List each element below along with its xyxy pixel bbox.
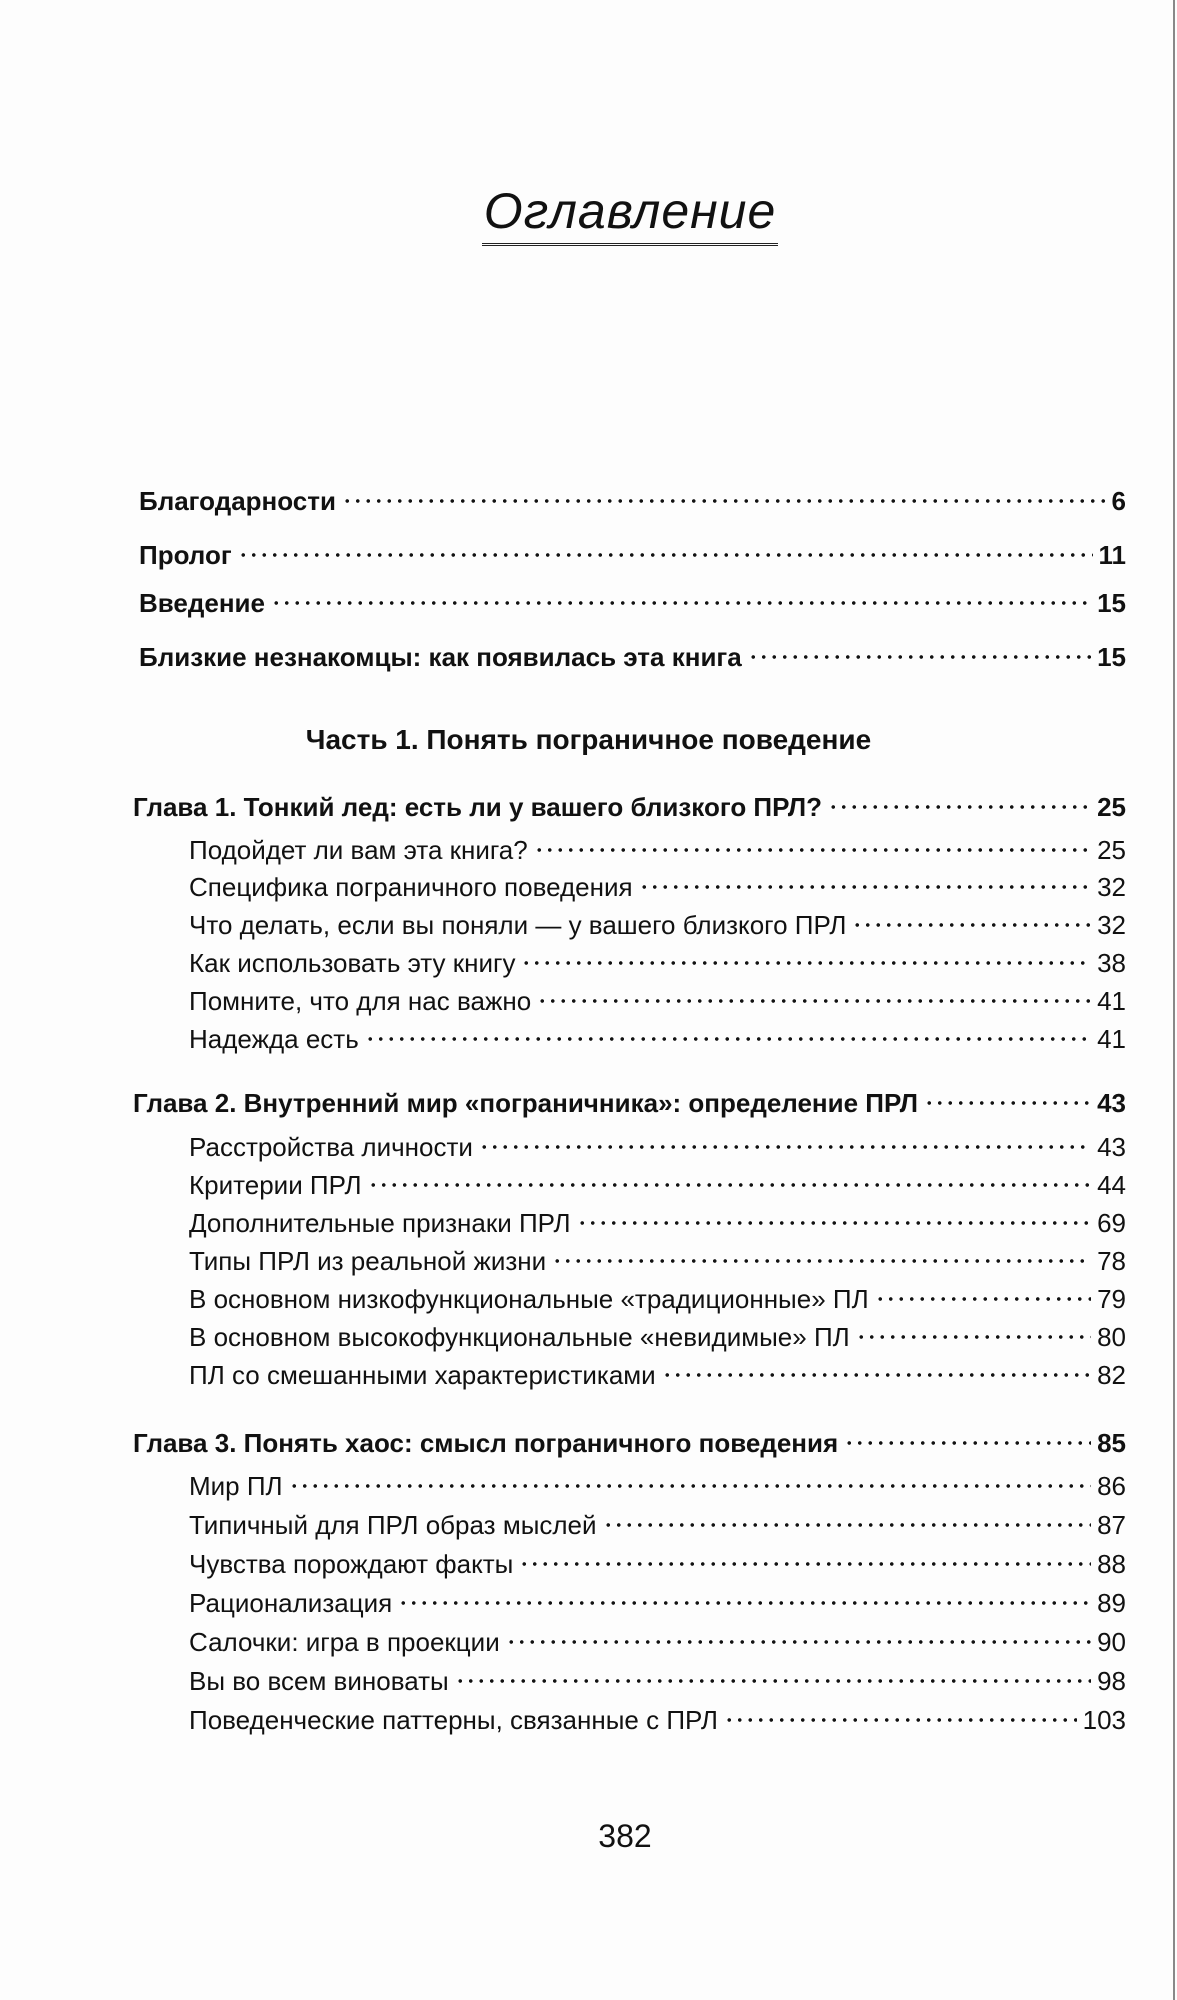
dot-leader (828, 804, 1091, 810)
dot-leader (365, 1036, 1091, 1042)
toc-section-label: Как использовать эту книгу (189, 948, 516, 978)
page-number: 382 (598, 1818, 652, 1854)
toc-entry-label: Благодарности (139, 486, 336, 516)
toc-entry-page: 6 (1111, 486, 1126, 516)
toc-section[interactable] (189, 1586, 1126, 1620)
toc-entry-front[interactable] (139, 640, 1126, 674)
dot-leader (844, 1440, 1091, 1446)
toc-section[interactable] (189, 1022, 1126, 1056)
toc-section-label: Критерии ПРЛ (189, 1170, 362, 1200)
toc-entry-page: 11 (1098, 540, 1126, 570)
toc-title (0, 182, 1177, 246)
toc-section-page: 79 (1097, 1284, 1126, 1314)
toc-section-page: 98 (1097, 1666, 1126, 1696)
toc-section-page: 41 (1097, 1024, 1126, 1054)
toc-section[interactable] (189, 1244, 1126, 1278)
toc-section-page: 43 (1097, 1132, 1126, 1162)
dot-leader (577, 1220, 1091, 1226)
dot-leader (603, 1522, 1092, 1528)
toc-section-page: 38 (1097, 948, 1126, 978)
toc-section[interactable] (189, 1358, 1126, 1392)
toc-section[interactable] (189, 1320, 1126, 1354)
toc-section-page: 69 (1097, 1208, 1126, 1238)
toc-chapter-page: 43 (1097, 1088, 1126, 1118)
toc-section-label: Вы во всем виноваты (189, 1666, 449, 1696)
toc-section-page: 88 (1097, 1549, 1126, 1579)
toc-section-page: 89 (1097, 1588, 1126, 1618)
dot-leader (519, 1561, 1091, 1567)
toc-section[interactable] (189, 870, 1126, 904)
dot-leader (479, 1144, 1091, 1150)
toc-section-label: Типы ПРЛ из реальной жизни (189, 1246, 547, 1276)
dot-leader (455, 1678, 1091, 1684)
toc-section[interactable] (189, 1703, 1126, 1737)
toc-section[interactable] (189, 1282, 1126, 1316)
toc-chapter-label: Глава 3. Понять хаос: смысл пограничного поведения (133, 1428, 839, 1458)
toc-section-label: ПЛ со смешанными характеристиками (189, 1360, 656, 1390)
toc-chapter[interactable] (133, 790, 1126, 824)
dot-leader (537, 998, 1091, 1004)
dot-leader (924, 1100, 1091, 1106)
dot-leader (552, 1258, 1091, 1264)
toc-section-label: Типичный для ПРЛ образ мыслей (189, 1510, 597, 1540)
toc-section-label: Поведенческие паттерны, связанные с ПРЛ (189, 1705, 718, 1735)
toc-section-label: Надежда есть (189, 1024, 359, 1054)
toc-section-label: В основном низкофункциональные «традиционные» ПЛ (189, 1284, 869, 1314)
toc-section-label: Салочки: игра в проекции (189, 1627, 500, 1657)
toc-section-page: 44 (1097, 1170, 1126, 1200)
dot-leader (852, 922, 1091, 928)
toc-entry-front[interactable] (139, 484, 1126, 518)
dot-leader (289, 1483, 1091, 1489)
toc-section[interactable] (189, 1168, 1126, 1202)
toc-section[interactable] (189, 1130, 1126, 1164)
toc-section-label: Рационализация (189, 1588, 393, 1618)
toc-section[interactable] (189, 946, 1126, 980)
dot-leader (875, 1296, 1091, 1302)
toc-section[interactable] (189, 1508, 1126, 1542)
toc-chapter-page: 25 (1097, 792, 1126, 822)
part-heading: Часть 1. Понять пограничное поведение (305, 724, 872, 755)
toc-section-label: Дополнительные признаки ПРЛ (189, 1208, 571, 1238)
dot-leader (724, 1717, 1077, 1723)
toc-section-page: 86 (1097, 1471, 1126, 1501)
toc-section-page: 82 (1097, 1360, 1126, 1390)
dot-leader (748, 654, 1091, 660)
dot-leader (856, 1334, 1091, 1340)
toc-section-page: 32 (1097, 910, 1126, 940)
dot-leader (342, 498, 1106, 504)
toc-chapter[interactable] (133, 1426, 1126, 1460)
toc-section[interactable] (189, 1206, 1126, 1240)
toc-section[interactable] (189, 1469, 1126, 1503)
toc-section-label: В основном высокофункциональные «невидимые» ПЛ (189, 1322, 850, 1352)
dot-leader (506, 1639, 1091, 1645)
toc-chapter-label: Глава 2. Внутренний мир «пограничника»: определение ПРЛ (133, 1088, 918, 1118)
dot-leader (662, 1372, 1091, 1378)
toc-entry-page: 15 (1097, 642, 1126, 672)
dot-leader (639, 884, 1091, 890)
dot-leader (368, 1182, 1092, 1188)
toc-entry-front[interactable] (139, 538, 1126, 572)
toc-section[interactable] (189, 1625, 1126, 1659)
dot-leader (534, 847, 1091, 853)
toc-entry-label: Пролог (139, 540, 232, 570)
toc-chapter[interactable] (133, 1086, 1126, 1120)
dot-leader (398, 1600, 1091, 1606)
toc-section[interactable] (189, 908, 1126, 942)
toc-section-page: 25 (1097, 835, 1126, 865)
dot-leader (521, 960, 1091, 966)
toc-section-page: 32 (1097, 872, 1126, 902)
toc-section-page: 80 (1097, 1322, 1126, 1352)
toc-section-page: 90 (1097, 1627, 1126, 1657)
toc-entry-label: Введение (139, 588, 265, 618)
toc-section-label: Специфика пограничного поведения (189, 872, 633, 902)
toc-section-page: 103 (1082, 1705, 1126, 1735)
toc-chapter-label: Глава 1. Тонкий лед: есть ли у вашего близкого ПРЛ? (133, 792, 822, 822)
toc-section-label: Помните, что для нас важно (189, 986, 532, 1016)
toc-section[interactable] (189, 1547, 1126, 1581)
toc-title-text: Оглавление (482, 184, 779, 246)
toc-section[interactable] (189, 833, 1126, 867)
toc-section-label: Подойдет ли вам эта книга? (189, 835, 528, 865)
toc-entry-label: Близкие незнакомцы: как появилась эта книга (139, 642, 742, 672)
page-edge-line (1173, 0, 1175, 2000)
toc-section[interactable] (189, 1664, 1126, 1698)
toc-section-page: 41 (1097, 986, 1126, 1016)
toc-chapter-page: 85 (1097, 1428, 1126, 1458)
toc-entry-front[interactable] (139, 586, 1126, 620)
toc-entry-page: 15 (1097, 588, 1126, 618)
dot-leader (271, 600, 1091, 606)
toc-section-page: 78 (1097, 1246, 1126, 1276)
dot-leader (238, 552, 1093, 558)
toc-section-label: Расстройства личности (189, 1132, 473, 1162)
toc-section-label: Что делать, если вы поняли — у вашего близкого ПРЛ (189, 910, 847, 940)
toc-section-label: Чувства порождают факты (189, 1549, 514, 1579)
toc-section[interactable] (189, 984, 1126, 1018)
toc-section-page: 87 (1097, 1510, 1126, 1540)
toc-section-label: Мир ПЛ (189, 1471, 283, 1501)
